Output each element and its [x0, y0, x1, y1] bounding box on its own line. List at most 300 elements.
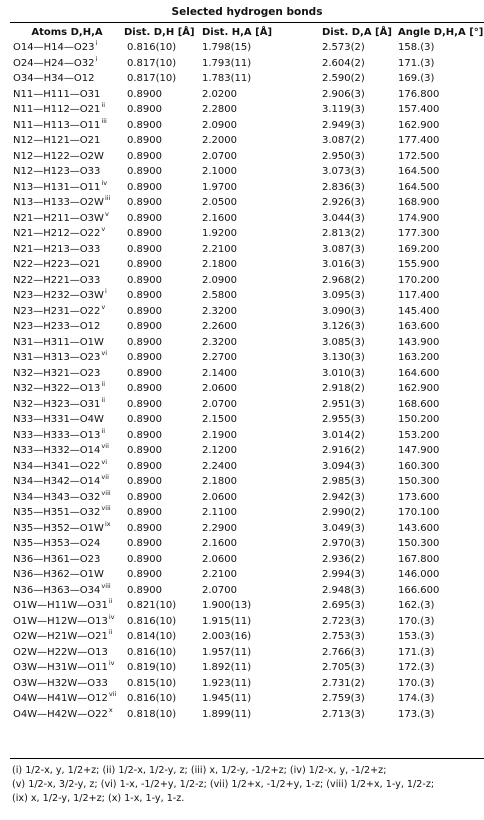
angle-cell: [398, 459, 484, 475]
angle-cell: [398, 319, 484, 335]
dist-da-cell-text: 2.766(3): [322, 646, 365, 658]
angle-cell-text: 146.000: [398, 569, 440, 581]
angle-cell: [398, 412, 484, 428]
dist-ha-cell-text: 2.2900: [202, 522, 237, 534]
dist-ha-cell: [202, 211, 322, 227]
dist-dh-cell: [124, 521, 202, 537]
angle-cell: [398, 676, 484, 692]
table-row: [10, 707, 484, 723]
dist-ha-cell-text: 2.2100: [202, 243, 237, 255]
dist-ha-cell-text: 2.1600: [202, 212, 237, 224]
table-row: [10, 521, 484, 537]
dist-ha-cell: [202, 335, 322, 351]
angle-cell: [398, 133, 484, 149]
atoms-cell-text: N21—H211—O3W: [13, 212, 104, 224]
atoms-cell-text: N12—H122—O2W: [13, 150, 104, 162]
atoms-cell: [10, 211, 124, 227]
symmetry-code: viii: [101, 504, 111, 513]
atoms-cell-text: N11—H112—O21: [13, 104, 101, 116]
angle-cell-text: 150.300: [398, 538, 440, 550]
dist-dh-cell-text: 0.817(10): [127, 73, 177, 85]
dist-ha-cell-text: 1.900(13): [202, 600, 252, 612]
dist-dh-cell-text: 0.816(10): [127, 646, 177, 658]
dist-dh-cell-text: 0.8900: [127, 150, 162, 162]
dist-da-cell-text: 2.836(3): [322, 181, 365, 193]
dist-da-cell: [322, 459, 398, 475]
angle-cell-text: 147.900: [398, 445, 440, 457]
dist-da-cell: [322, 521, 398, 537]
atoms-cell-text: N31—H311—O1W: [13, 336, 104, 348]
angle-cell-text: 169.200: [398, 243, 440, 255]
dist-ha-cell: [202, 629, 322, 645]
angle-cell: [398, 505, 484, 521]
dist-dh-cell-text: 0.8900: [127, 88, 162, 100]
dist-dh-cell-text: 0.8900: [127, 243, 162, 255]
atoms-cell: [10, 691, 124, 707]
dist-dh-cell-text: 0.8900: [127, 166, 162, 178]
symmetry-footnote: [12, 764, 480, 806]
symmetry-code: iii: [101, 116, 107, 125]
symmetry-code: i: [104, 287, 107, 296]
dist-ha-cell-text: 2.3200: [202, 336, 237, 348]
dist-dh-cell: [124, 676, 202, 692]
angle-cell-text: 170.(3): [398, 615, 435, 627]
atoms-cell: [10, 505, 124, 521]
angle-cell: [398, 691, 484, 707]
angle-cell: [398, 242, 484, 258]
angle-cell-text: 171.(3): [398, 57, 435, 69]
dist-da-cell-text: 2.759(3): [322, 693, 365, 705]
dist-da-cell-text: 3.044(3): [322, 212, 365, 224]
dist-dh-cell: [124, 40, 202, 56]
atoms-cell-text: O2W—H22W—O13: [13, 646, 108, 658]
dist-dh-cell-text: 0.8900: [127, 538, 162, 550]
angle-cell: [398, 40, 484, 56]
table-row: [10, 118, 484, 134]
angle-cell: [398, 180, 484, 196]
dist-dh-cell-text: 0.8900: [127, 476, 162, 488]
dist-dh-cell: [124, 164, 202, 180]
symmetry-code: iv: [101, 178, 108, 187]
atoms-cell: [10, 567, 124, 583]
atoms-cell: [10, 536, 124, 552]
dist-da-cell: [322, 350, 398, 366]
dist-dh-cell: [124, 428, 202, 444]
dist-da-cell: [322, 536, 398, 552]
angle-cell-text: 162.900: [398, 383, 440, 395]
atoms-cell: [10, 707, 124, 723]
dist-dh-cell-text: 0.8900: [127, 445, 162, 457]
angle-cell-text: 164.500: [398, 181, 440, 193]
dist-dh-cell: [124, 552, 202, 568]
dist-ha-cell-text: 2.1800: [202, 259, 237, 271]
symmetry-code: viii: [101, 581, 111, 590]
table-row: [10, 149, 484, 165]
dist-dh-cell: [124, 707, 202, 723]
atoms-cell-text: N11—H113—O11: [13, 119, 101, 131]
dist-dh-cell-text: 0.8900: [127, 336, 162, 348]
symmetry-code: v: [104, 209, 109, 218]
dist-da-cell-text: 2.906(3): [322, 88, 365, 100]
symmetry-code: ii: [108, 597, 113, 606]
table-row: [10, 102, 484, 118]
table-row: [10, 676, 484, 692]
dist-dh-cell-text: 0.8900: [127, 135, 162, 147]
dist-da-cell-text: 3.049(3): [322, 522, 365, 534]
dist-dh-cell-text: 0.8900: [127, 569, 162, 581]
angle-cell: [398, 273, 484, 289]
dist-da-cell-text: 3.130(3): [322, 352, 365, 364]
dist-ha-cell-text: 2.0700: [202, 584, 237, 596]
dist-dh-cell: [124, 691, 202, 707]
dist-da-cell-text: 2.970(3): [322, 538, 365, 550]
dist-ha-cell: [202, 490, 322, 506]
angle-cell: [398, 335, 484, 351]
table-row: [10, 691, 484, 707]
dist-ha-cell-text: 2.0900: [202, 119, 237, 131]
table-row: [10, 40, 484, 56]
angle-cell-text: 168.600: [398, 398, 440, 410]
table-body: [10, 40, 484, 722]
dist-da-cell-text: 3.085(3): [322, 336, 365, 348]
angle-cell: [398, 428, 484, 444]
dist-ha-cell-text: 2.1800: [202, 476, 237, 488]
dist-da-cell-text: 3.087(3): [322, 243, 365, 255]
angle-cell: [398, 195, 484, 211]
atoms-cell: [10, 56, 124, 72]
dist-da-cell: [322, 288, 398, 304]
atoms-cell-text: N31—H313—O23: [13, 352, 101, 364]
dist-dh-cell-text: 0.821(10): [127, 600, 177, 612]
atoms-cell-text: N13—H131—O11: [13, 181, 101, 193]
dist-da-cell-text: 3.095(3): [322, 290, 365, 302]
symmetry-code: ii: [101, 380, 106, 389]
dist-dh-cell-text: 0.8900: [127, 119, 162, 131]
angle-cell-text: 174.900: [398, 212, 440, 224]
atoms-cell: [10, 583, 124, 599]
angle-cell-text: 176.800: [398, 88, 440, 100]
atoms-cell: [10, 381, 124, 397]
dist-ha-cell: [202, 428, 322, 444]
dist-dh-cell-text: 0.8900: [127, 104, 162, 116]
dist-ha-cell: [202, 583, 322, 599]
dist-dh-cell-text: 0.8900: [127, 429, 162, 441]
dist-da-cell: [322, 412, 398, 428]
dist-ha-cell-text: 2.5800: [202, 290, 237, 302]
atoms-cell-text: O14—H14—O23: [13, 42, 95, 54]
dist-ha-cell-text: 2.2800: [202, 104, 237, 116]
dist-da-cell-text: 3.010(3): [322, 367, 365, 379]
dist-dh-cell: [124, 645, 202, 661]
top-rule: [10, 22, 484, 23]
table-row: [10, 71, 484, 87]
dist-da-cell-text: 2.968(2): [322, 274, 365, 286]
angle-cell-text: 170.100: [398, 507, 440, 519]
dist-da-cell: [322, 676, 398, 692]
dist-ha-cell: [202, 614, 322, 630]
atoms-cell-text: O4W—H42W—O22: [13, 708, 108, 720]
atoms-cell-text: O1W—H12W—O13: [13, 615, 108, 627]
atoms-cell-text: N36—H363—O34: [13, 584, 101, 596]
dist-da-cell: [322, 645, 398, 661]
dist-ha-cell: [202, 707, 322, 723]
angle-cell: [398, 226, 484, 242]
dist-da-cell-text: 2.918(2): [322, 383, 365, 395]
atoms-cell: [10, 443, 124, 459]
table-row: [10, 459, 484, 475]
dist-dh-cell: [124, 87, 202, 103]
dist-ha-cell: [202, 521, 322, 537]
angle-cell: [398, 149, 484, 165]
atoms-cell-text: N32—H323—O31: [13, 398, 101, 410]
angle-cell: [398, 521, 484, 537]
atoms-cell: [10, 87, 124, 103]
dist-da-cell: [322, 273, 398, 289]
angle-cell-text: 170.(3): [398, 677, 435, 689]
dist-ha-cell: [202, 645, 322, 661]
atoms-cell-text: O3W—H31W—O11: [13, 662, 108, 674]
atoms-cell-text: N35—H352—O1W: [13, 522, 104, 534]
table-row: [10, 273, 484, 289]
table-row: [10, 397, 484, 413]
dist-da-cell-text: 3.016(3): [322, 259, 365, 271]
angle-cell-text: 162.900: [398, 119, 440, 131]
dist-ha-cell: [202, 505, 322, 521]
dist-ha-cell-text: 2.1600: [202, 538, 237, 550]
angle-cell: [398, 443, 484, 459]
angle-cell: [398, 536, 484, 552]
atoms-cell: [10, 71, 124, 87]
symmetry-code: i: [95, 54, 98, 63]
dist-ha-cell-text: 1.957(11): [202, 646, 252, 658]
dist-dh-cell-text: 0.8900: [127, 398, 162, 410]
atoms-cell-text: N33—H331—O4W: [13, 414, 104, 426]
dist-da-cell: [322, 660, 398, 676]
atoms-cell-text: N22—H221—O33: [13, 274, 101, 286]
dist-da-cell-text: 3.094(3): [322, 460, 365, 472]
dist-ha-cell-text: 2.3200: [202, 305, 237, 317]
atoms-cell-text: N36—H361—O23: [13, 553, 101, 565]
dist-da-cell-text: 2.985(3): [322, 476, 365, 488]
atoms-cell: [10, 180, 124, 196]
symmetry-code: vii: [101, 473, 109, 482]
atoms-cell: [10, 676, 124, 692]
dist-ha-cell-text: 2.2400: [202, 460, 237, 472]
dist-dh-cell: [124, 629, 202, 645]
symmetry-code: iv: [108, 612, 115, 621]
atoms-cell-text: N35—H353—O24: [13, 538, 101, 550]
angle-cell: [398, 614, 484, 630]
dist-da-cell: [322, 474, 398, 490]
dist-ha-cell-text: 2.0600: [202, 383, 237, 395]
symmetry-code: iii: [104, 194, 111, 203]
dist-da-cell-text: 2.813(2): [322, 228, 365, 240]
dist-dh-cell-text: 0.8900: [127, 274, 162, 286]
angle-cell: [398, 567, 484, 583]
angle-cell-text: 162.(3): [398, 600, 435, 612]
header-dist-ha: Dist. H,A [Å]: [202, 26, 273, 38]
table-row: [10, 195, 484, 211]
table-title: Selected hydrogen bonds: [171, 6, 323, 18]
dist-dh-cell-text: 0.8900: [127, 460, 162, 472]
dist-ha-cell-text: 2.0600: [202, 491, 237, 503]
dist-ha-cell-text: 2.2000: [202, 135, 237, 147]
dist-dh-cell-text: 0.8900: [127, 383, 162, 395]
dist-ha-cell-text: 1.945(11): [202, 693, 252, 705]
dist-dh-cell: [124, 71, 202, 87]
table-row: [10, 319, 484, 335]
dist-ha-cell-text: 2.1100: [202, 507, 237, 519]
dist-ha-cell: [202, 273, 322, 289]
angle-cell: [398, 102, 484, 118]
atoms-cell: [10, 428, 124, 444]
symmetry-code: ii: [101, 395, 106, 404]
atoms-cell-text: N21—H212—O22: [13, 228, 101, 240]
dist-da-cell: [322, 56, 398, 72]
dist-da-cell: [322, 40, 398, 56]
dist-dh-cell: [124, 536, 202, 552]
dist-da-cell-text: 2.713(3): [322, 708, 365, 720]
dist-dh-cell: [124, 288, 202, 304]
dist-ha-cell-text: 1.923(11): [202, 677, 252, 689]
dist-dh-cell-text: 0.8900: [127, 584, 162, 596]
dist-ha-cell-text: 2.0900: [202, 274, 237, 286]
dist-dh-cell-text: 0.818(10): [127, 708, 177, 720]
bottom-rule: [10, 758, 484, 759]
dist-ha-cell-text: 2.0700: [202, 150, 237, 162]
header-dist-dh: Dist. D,H [Å]: [124, 26, 195, 38]
angle-cell-text: 157.400: [398, 104, 440, 116]
angle-cell: [398, 645, 484, 661]
symmetry-code: x: [108, 705, 113, 714]
atoms-cell: [10, 164, 124, 180]
atoms-cell: [10, 350, 124, 366]
dist-ha-cell: [202, 180, 322, 196]
dist-da-cell-text: 2.604(2): [322, 57, 365, 69]
atoms-cell-text: N36—H362—O1W: [13, 569, 104, 581]
angle-cell-text: 169.(3): [398, 73, 435, 85]
angle-cell-text: 117.400: [398, 290, 440, 302]
hydrogen-bonds-table: [10, 24, 484, 722]
dist-ha-cell: [202, 304, 322, 320]
dist-ha-cell: [202, 598, 322, 614]
dist-ha-cell-text: 2.1500: [202, 414, 237, 426]
dist-da-cell: [322, 583, 398, 599]
table-row: [10, 614, 484, 630]
table-row: [10, 87, 484, 103]
dist-dh-cell: [124, 257, 202, 273]
atoms-cell-text: O3W—H32W—O33: [13, 677, 108, 689]
angle-cell: [398, 552, 484, 568]
angle-cell-text: 164.500: [398, 166, 440, 178]
angle-cell-text: 163.200: [398, 352, 440, 364]
dist-dh-cell-text: 0.8900: [127, 290, 162, 302]
dist-da-cell-text: 2.948(3): [322, 584, 365, 596]
table-row: [10, 443, 484, 459]
dist-da-cell: [322, 87, 398, 103]
dist-dh-cell-text: 0.8900: [127, 553, 162, 565]
dist-dh-cell: [124, 397, 202, 413]
dist-dh-cell: [124, 350, 202, 366]
atoms-cell-text: N11—H111—O31: [13, 88, 101, 100]
dist-da-cell-text: 3.073(3): [322, 166, 365, 178]
dist-da-cell-text: 2.916(2): [322, 445, 365, 457]
dist-ha-cell-text: 2.1400: [202, 367, 237, 379]
angle-cell-text: 164.600: [398, 367, 440, 379]
atoms-cell: [10, 195, 124, 211]
dist-ha-cell-text: 2.0200: [202, 88, 237, 100]
table-row: [10, 381, 484, 397]
dist-dh-cell-text: 0.8900: [127, 259, 162, 271]
angle-cell: [398, 366, 484, 382]
atoms-cell-text: N22—H223—O21: [13, 259, 101, 271]
symmetry-code: vii: [108, 690, 117, 699]
dist-dh-cell: [124, 567, 202, 583]
footnote-line: (ix) x, 1/2-y, 1/2+z; (x) 1-x, 1-y, 1-z.: [12, 793, 185, 804]
angle-cell: [398, 660, 484, 676]
dist-da-cell-text: 2.950(3): [322, 150, 365, 162]
atoms-cell-text: N23—H231—O22: [13, 305, 101, 317]
dist-da-cell: [322, 381, 398, 397]
dist-ha-cell: [202, 226, 322, 242]
dist-da-cell: [322, 335, 398, 351]
dist-ha-cell-text: 2.0500: [202, 197, 237, 209]
table-row: [10, 598, 484, 614]
angle-cell: [398, 87, 484, 103]
dist-dh-cell: [124, 366, 202, 382]
table-row: [10, 180, 484, 196]
dist-da-cell: [322, 397, 398, 413]
dist-da-cell: [322, 505, 398, 521]
table-row: [10, 133, 484, 149]
dist-da-cell-text: 3.119(3): [322, 104, 365, 116]
dist-da-cell: [322, 614, 398, 630]
atoms-cell-text: O1W—H11W—O31: [13, 600, 108, 612]
dist-da-cell: [322, 71, 398, 87]
angle-cell-text: 170.200: [398, 274, 440, 286]
atoms-cell-text: N35—H351—O32: [13, 507, 101, 519]
dist-ha-cell: [202, 474, 322, 490]
angle-cell-text: 177.400: [398, 135, 440, 147]
dist-dh-cell-text: 0.8900: [127, 305, 162, 317]
angle-cell-text: 143.600: [398, 522, 440, 534]
table-row: [10, 304, 484, 320]
dist-dh-cell: [124, 226, 202, 242]
dist-da-cell: [322, 118, 398, 134]
dist-ha-cell: [202, 567, 322, 583]
dist-dh-cell: [124, 102, 202, 118]
dist-ha-cell: [202, 133, 322, 149]
angle-cell: [398, 474, 484, 490]
atoms-cell: [10, 552, 124, 568]
symmetry-code: v: [101, 302, 106, 311]
dist-ha-cell-text: 2.1900: [202, 429, 237, 441]
atoms-cell: [10, 226, 124, 242]
dist-dh-cell: [124, 381, 202, 397]
dist-dh-cell: [124, 505, 202, 521]
atoms-cell: [10, 335, 124, 351]
dist-dh-cell-text: 0.816(10): [127, 615, 177, 627]
table-row: [10, 552, 484, 568]
atoms-cell: [10, 614, 124, 630]
dist-ha-cell-text: 1.9200: [202, 228, 237, 240]
dist-dh-cell-text: 0.814(10): [127, 631, 177, 643]
dist-dh-cell: [124, 490, 202, 506]
angle-cell-text: 171.(3): [398, 646, 435, 658]
atoms-cell-text: N12—H121—O21: [13, 135, 101, 147]
dist-da-cell: [322, 552, 398, 568]
dist-da-cell-text: 2.994(3): [322, 569, 365, 581]
